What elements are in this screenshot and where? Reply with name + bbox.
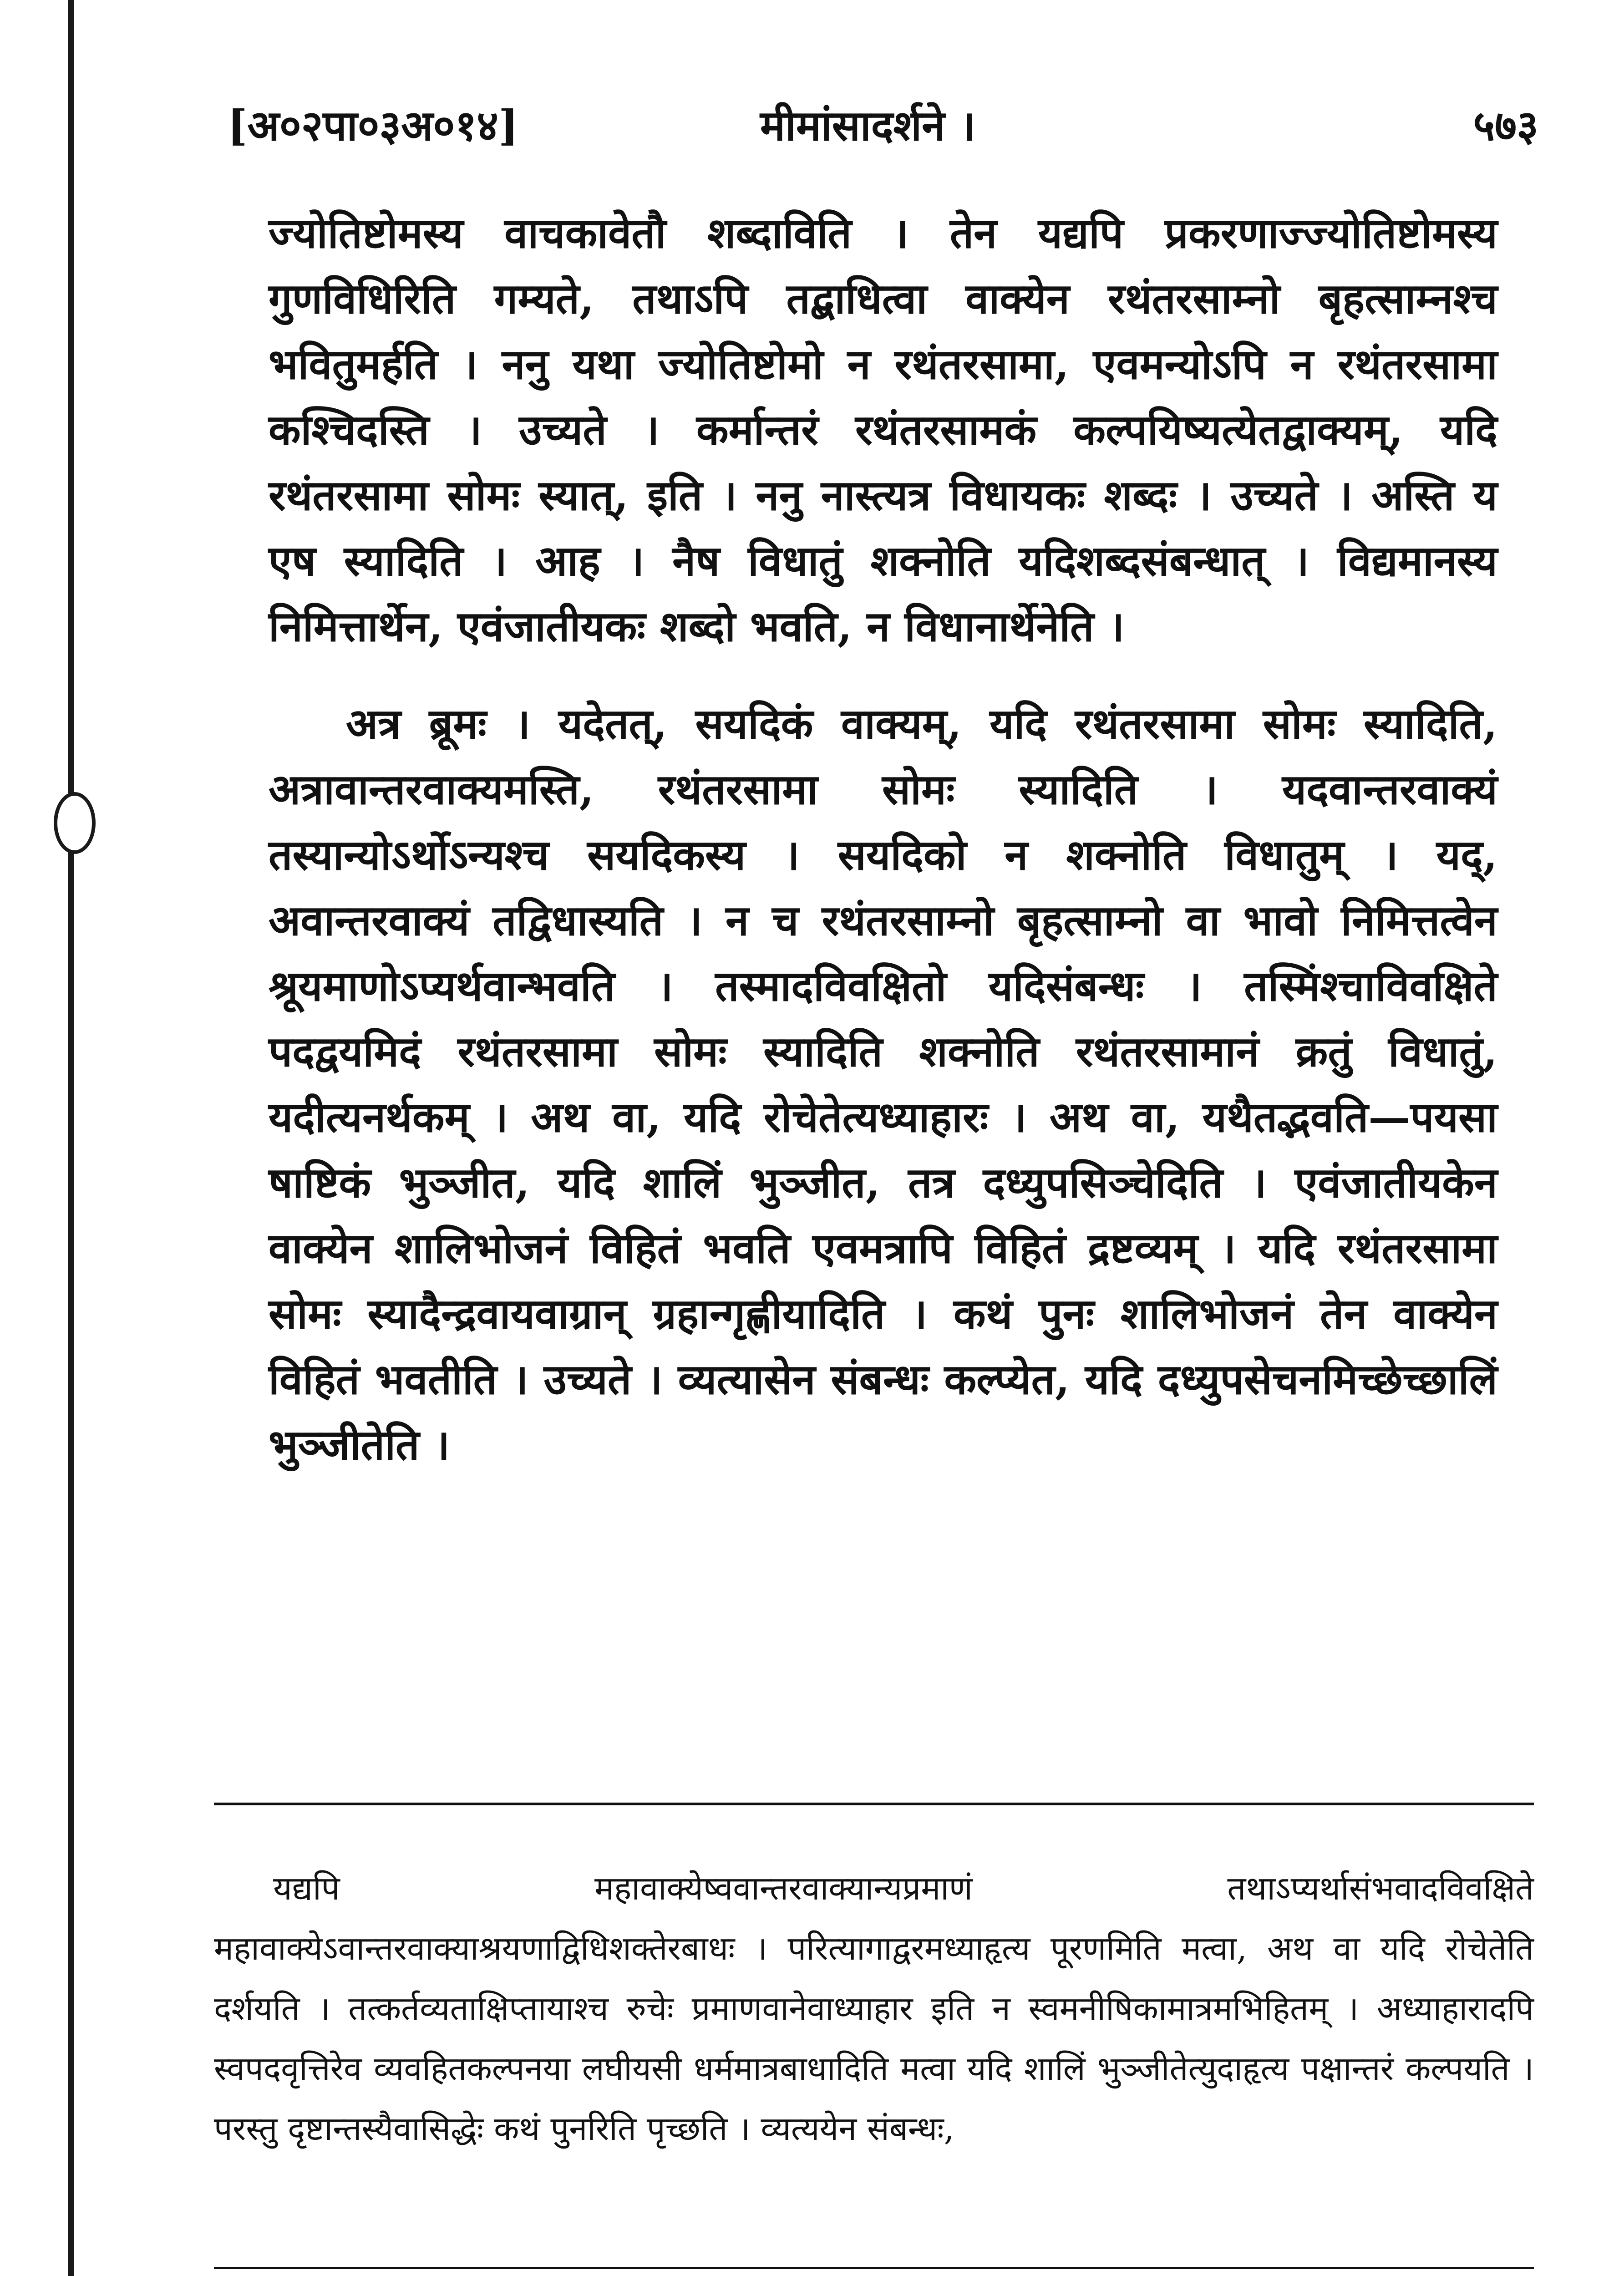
main-paragraph-2: अत्र ब्रूमः । यदेतत्, सयदिकं वाक्यम्, यदि रथंतरसामा सोमः स्यादिति, अत्रावान्तरवाक्यमस्ति, रथंतरसामा सोमः स्यादिति । यदवान्तरवाक्यं तस्यान्योऽर्थोऽन्यश्च सयदिकस्य । सयदिको न शक्नोति विधातुम् । यद्, अवान्तरवाक्यं तद्विधास्यति । न च रथंतरसाम्नो बृहत्साम्नो वा भावो निमित्तत्वेन श्रूयमाणोऽप्यर्थवान्भवति । तस्मादविवक्षितो यदिसंबन्धः । तस्मिंश्चाविवक्षिते पदद्वयमिदं रथंतरसामा सोमः स्यादिति शक्नोति रथंतरसामानं क्रतुं विधातुं, यदीत्यनर्थकम् । अथ वा, यदि रोचेतेत्यध्याहारः । अथ वा, यथैतद्भवति—पयसा षाष्टिकं भुञ्जीत, यदि शालिं भुञ्जीत, तत्र दध्युपसिञ्चेदिति । एवंजातीयकेन वाक्येन शालिभोजनं विहितं भवति एवमत्रापि विहितं द्रष्टव्यम् । यदि रथंतरसामा सोमः स्यादैन्द्रवायवाग्रान् ग्रहान्गृह्णीयादिति । कथं पुनः शालिभोजनं तेन वाक्येन विहितं भवतीति । उच्यते । व्यत्यासेन संबन्धः कल्प्येत, यदि दध्युपसेचनमिच्छेच्छालिं भुञ्जीतेति । (269, 699, 1498, 1469)
main-text (269, 200, 1497, 1478)
main-paragraph-1: ज्योतिष्टोमस्य वाचकावेतौ शब्दाविति । तेन यद्यपि प्रकरणाज्ज्योतिष्टोमस्य गुणविधिरिति गम्यते, तथाऽपि तद्बाधित्वा वाक्येन रथंतरसाम्नो बृहत्साम्नश्च भवितुमर्हति । ननु यथा ज्योतिष्टोमो न रथंतरसामा, एवमन्योऽपि न रथंतरसामा कश्चिदस्ति । उच्यते । कर्मान्तरं रथंतरसामकं कल्पयिष्यत्येतद्वाक्यम्, यदि रथंतरसामा सोमः स्यात्, इति । ननु नास्त्यत्र विधायकः शब्दः । उच्यते । अस्ति य एष स्यादिति । आह । नैष विधातुं शक्नोति यदिशब्दसंबन्धात् । विद्यमानस्य निमित्तार्थेन, एवंजातीयकः शब्दो भवति, न विधानार्थेनेति । (269, 208, 1497, 651)
commentary-text: यद्यपि महावाक्येष्ववान्तरवाक्यान्यप्रमाणं तथाऽप्यर्थासंभवादविवक्षिते महावाक्येऽवान्तरवाक्याश्रयणाद्विधिशक्तेरबाधः । परित्यागाद्वरमध्याहृत्य पूरणमिति मत्वा, अथ वा यदि रोचेतेति दर्शयति । तत्कर्तव्यताक्षिप्तायाश्च रुचेः प्रमाणवानेवाध्याहार इति न स्वमनीषिकामात्रमभिहितम् । अध्याहारादपि स्वपदवृत्तिरेव व्यवहितकल्पनया लघीयसी धर्ममात्रबाधादिति मत्वा यदि शालिं भुञ्जीतेत्युदाहृत्य पक्षान्तरं कल्पयति । परस्तु दृष्टान्तस्यैवासिद्धेः कथं पुनरिति पृच्छति । व्यत्ययेन संबन्धः, (214, 1869, 1534, 2148)
binding-ornament (54, 792, 96, 854)
footnote-divider (214, 2267, 1534, 2269)
book-title: मीमांसादर्शने । (760, 101, 976, 150)
binding-spine-line (68, 0, 74, 2276)
commentary-divider (214, 1803, 1534, 1805)
page-number: ५७३ (1473, 101, 1538, 150)
section-reference: [अ०२पा०३अ०१४] (228, 101, 518, 150)
running-header (228, 86, 1538, 150)
